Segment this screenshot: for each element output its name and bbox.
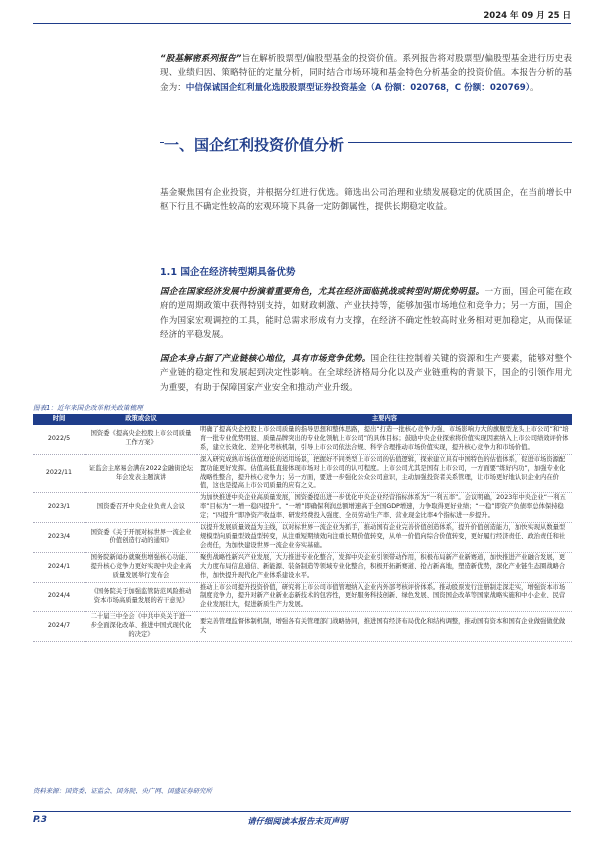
intro-paragraph [160,52,572,95]
row-policy: 证监会主席易会满在2022金融街论坛年会发表主题演讲 [85,454,197,493]
row-policy: 国资委《关于开展对标世界一流企业价值创造行动的通知》 [85,523,197,553]
row-time: 2023/1 [33,493,85,523]
table-row [33,552,572,582]
row-content: 为加快推进中央企业高质量发展，国资委提出进一步优化中央企业经营指标体系为“一利五率”。会议明确，2023年中央企业“一利五率”目标为“一增一稳四提升”。“一增”即确保利润总额增速高于全国GDP增速，力争取得更好业绩；“一稳”即资产负债率总体保持稳定；“四提升”即净资产收益率、研发经费投入强度、全员劳动生产率、营业现金比率4个指标进一步提升。 [197,493,572,523]
row-time: 2023/4 [33,523,85,553]
paragraph-industry-chain-lead: 国企本身占据了产业链核心地位，具有市场竞争优势。 [160,354,371,364]
header-policy: 政策或会议 [85,414,197,425]
table-row [33,612,572,642]
figure-title: 图表1：近年来国企改革相关政策梳理 [33,404,143,412]
paragraph-industry-chain-body: 国企往往控制着关键的资源和生产要素，能够对整个产业链的稳定性和发展起到决定性影响。在全球经济格局分化以及产业链重构的背景下，国企的引领作用尤为重要，有助于保障国家产业安全和推动产业升级。 [160,354,572,393]
row-time: 2024/1 [33,552,85,582]
row-policy: 国资委召开中央企业负责人会议 [85,493,197,523]
row-time: 2022/11 [33,454,85,493]
table-row [33,454,572,493]
section-title: 一、国企红利投资价值分析 [164,134,348,155]
table-header-row [33,414,572,425]
row-content: 要完善管理监督体制机制，增强各有关管理部门战略协同，推进国有经济布局优化和结构调整，推动国有资本和国有企业做强做优做大 [197,612,572,642]
row-policy: 《国务院关于加强监管防范风险推动资本市场高质量发展的若干意见》 [85,582,197,612]
header-rule [33,23,571,24]
header-time: 时间 [33,414,85,425]
subsection-title: 1.1 国企在经济转型期具备优势 [160,267,296,278]
row-policy: 国务院新闻办就聚焦增强核心功能、提升核心竞争力更好实现中央企业高质量发展举行发布会 [85,552,197,582]
row-time: 2022/5 [33,425,85,454]
table-row [33,493,572,523]
row-content: 明确了提高央企控股上市公司质量的指导思想和整体思路，提出“打造一批核心竞争力强、市场影响力大的旗舰型龙头上市公司”和“培育一批专业优势明显、质量品牌突出的专业化领航上市公司”的具体目标；鼓励中央企业探索将价值实现因素纳入上市公司绩效评价体系，建立长效化、差异化考核机制，引导上市公司依法合规、科学合理推动市场价值实现，提升核心竞争力和市场价值。 [197,425,572,454]
header-content: 主要内容 [197,414,572,425]
row-policy: 国资委《提高央企控股上市公司质量工作方案》 [85,425,197,454]
row-time: 2024/4 [33,582,85,612]
row-policy: 二十届三中全会《中共中央关于进一步全面深化改革、推进中国式现代化的决定》 [85,612,197,642]
policy-table [33,414,572,642]
row-content: 推动上市公司提升投资价值，研究将上市公司市值管理纳入企业内外部考核评价体系。推动股票发行注册制走深走实，增强资本市场制度竞争力，提升对新产业新业态新技术的包容性，更好服务科技创新、绿色发展、国资国企改革等国家战略实施和中小企业、民营企业发展壮大，促进新质生产力发展。 [197,582,572,612]
paragraph-industry-chain [160,352,572,395]
paragraph-state-role-body: 一方面，国企可能在政府的逆周期政策中获得特别支持，如财政刺激、产业扶持等，能够加强市场地位和竞争力；另一方面，国企作为国家宏观调控的工具，能时总需求形成有力支撑，在经济不确定性较高时业务相对更加稳定，从而保证经济的平稳发展。 [160,287,572,341]
intro-end: 。 [530,82,539,93]
table-row [33,582,572,612]
table-row [33,523,572,553]
row-content: 深入研究成熟市场估值理论的适用场景，把握好不同类型上市公司的估值逻辑，探索建立具有中国特色的估值体系，促进市场资源配置功能更好发挥。估值高低直接体现市场对上市公司的认可程度。上市公司尤其是国有上市公司，一方面要“练好内功”，加强专业化战略性整合，提升核心竞争力；另一方面，要进一步强化公众公司意识，主动加强投资者关系管理，让市场更好地认识企业内在价值，这也是提高上市公司质量的应有之义。 [197,454,572,493]
paragraph-state-role-lead: 国企在国家经济发展中扮演着重要角色，尤其在经济面临挑战或转型时期优势明显。 [160,287,485,297]
page-number: P.3 [33,815,47,825]
section-paragraph: 基金聚焦国有企业投资，并根据分红进行优选。筛选出公司治理和业绩发展稳定的优质国企，在当前增长中枢下行且不确定性较高的宏观环境下具备一定防御属性，提供长期稳定收益。 [160,188,572,213]
series-name: “股基解密系列报告” [160,54,242,64]
intro-text: 旨在解析股票型/偏股型基金的投资价值。系列报告将对股票型/偏股型基金进行历史表现、业绩归因、策略特征的定量分析，同时结合市场环境和基金特色分析基金的投资价值。本报告分析的基金为： [160,54,572,93]
source-note: 资料来源：国资委、证监会、国务院、央广网、国盛证券研究所 [33,787,212,795]
footer-disclaimer: 请仔细阅读本报告末页声明 [247,816,348,826]
row-time: 2024/7 [33,612,85,642]
footer-rule [33,811,571,812]
paragraph-state-role [160,285,572,343]
fund-name: 中信保诚国企红利量化选股股票型证券投资基金（A 份额：020768，C 份额：020769） [185,82,531,93]
row-content: 以提升发展质量效益为主线，以对标世界一流企业为抓手，推动国有企业完善价值创造体系，提升价值创造能力，加快实现从数量型规模型向质量型效益型转变，从注重短期绩效向注重长期价值转变，从单一价值向综合价值转变，更好履行经济责任、政治责任和社会责任，为加快建设世界一流企业夯实基础。 [197,523,572,553]
report-date: 2024 年 09 月 25 日 [483,11,571,21]
table-row [33,425,572,454]
row-content: 聚焦战略性新兴产业发展，大力推进专业化整合，发挥中央企业引领带动作用，积极布局新产业新赛道，加快推进产业融合发展，更大力度布局信息通信、新能源、装备制造等领域专业化整合，积极开拓新赛道、抢占新高地，塑造新优势，深化产业链生态圈战略合作，加快提升现代化产业体系建设水平。 [197,552,572,582]
